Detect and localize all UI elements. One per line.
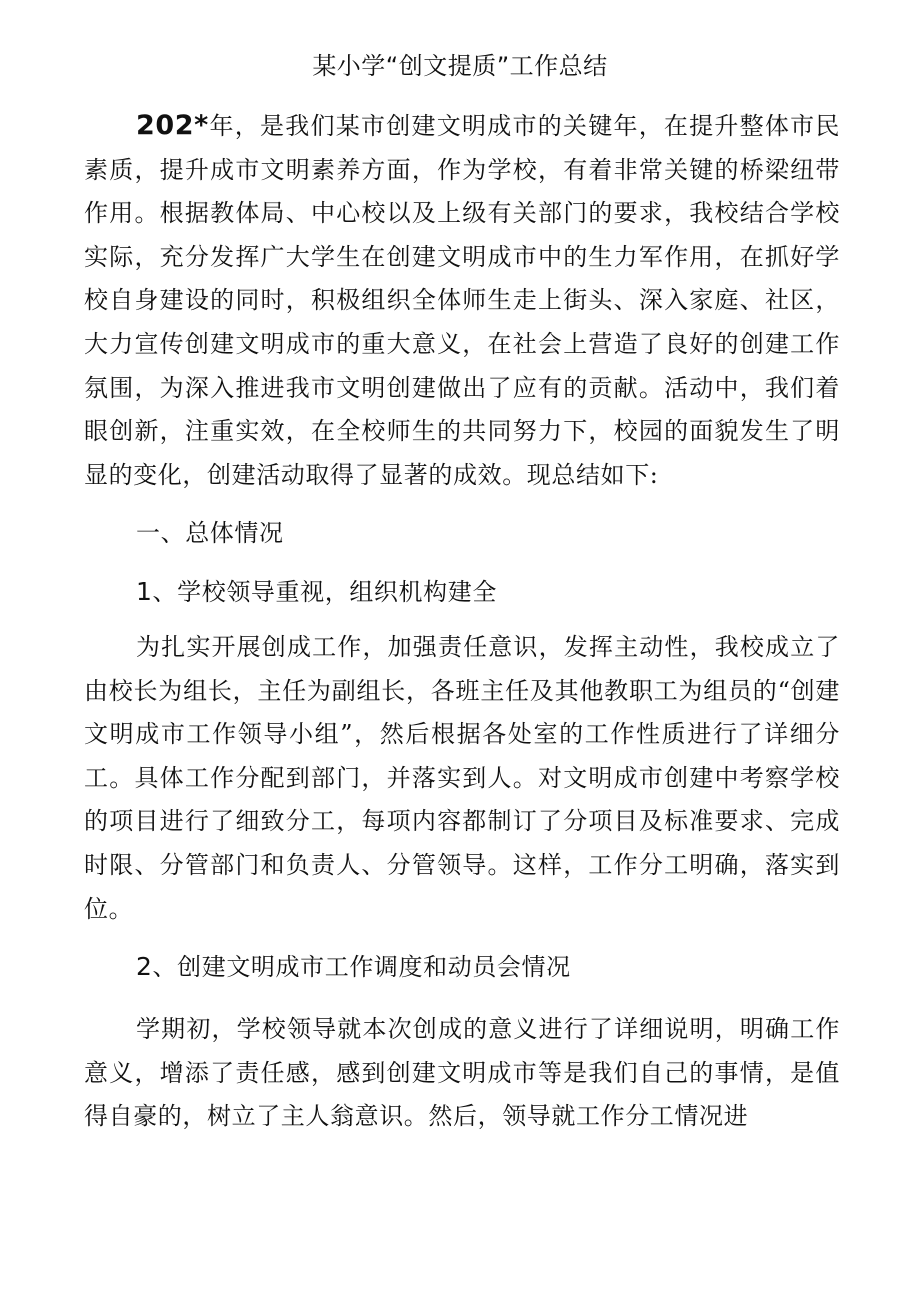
section-heading-overall: 一、总体情况 — [136, 519, 284, 547]
subsection-heading-mobilization — [136, 947, 836, 987]
leadership-paragraph: 为扎实开展创成工作，加强责任意识，发挥主动性，我校成立了由校长为组长，主任为副组长，各班主任及其他教职工为组员的“创建文明成市工作领导小组”，然后根据各处室的工作性质进行了详细分工。具体工作分配到部门，并落实到人。对文明成市创建中考察学校的项目进行了细致分工，每项内容都制订了分项目及标准要求、完成时限、分管部门和负责人、分管领导。这样，工作分工明确，落实到位。 — [84, 633, 840, 923]
intro-year: 202* — [136, 110, 209, 141]
subsection-heading-text: 、创建文明成市工作调度和动员会情况 — [152, 953, 571, 981]
subsection-heading-text: 、学校领导重视，组织机构建全 — [152, 578, 497, 606]
intro-text: 年，是我们某市创建文明成市的关键年，在提升整体市民素质，提升成市文明素养方面，作为学校，有着非常关键的桥梁纽带作用。根据教体局、中心校以及上级有关部门的要求，我校结合学校实际，充分发挥广大学生在创建文明成市中的生力军作用，在抓好学校自身建设的同时，积极组织全体师生走上街头、深入家庭、社区，大力宣传创建文明成市的重大意义，在社会上营造了良好的创建工作氛围，为深入推进我市文明创建做出了应有的贡献。活动中，我们着眼创新，注重实效，在全校师生的共同努力下，校园的面貌发生了明显的变化，创建活动取得了显著的成效。现总结如下: — [84, 112, 840, 489]
subsection-heading-leadership — [136, 572, 836, 612]
mobilization-paragraph: 学期初，学校领导就本次创成的意义进行了详细说明，明确工作意义，增添了责任感，感到创建文明成市等是我们自己的事情，是值得自豪的，树立了主人翁意识。然后，领导就工作分工情况进 — [84, 1015, 840, 1131]
subsection-number: 2 — [136, 952, 153, 981]
subsection-number: 1 — [136, 577, 153, 606]
document-title: 某小学“创文提质”工作总结 — [312, 52, 608, 80]
intro-paragraph — [84, 104, 840, 497]
